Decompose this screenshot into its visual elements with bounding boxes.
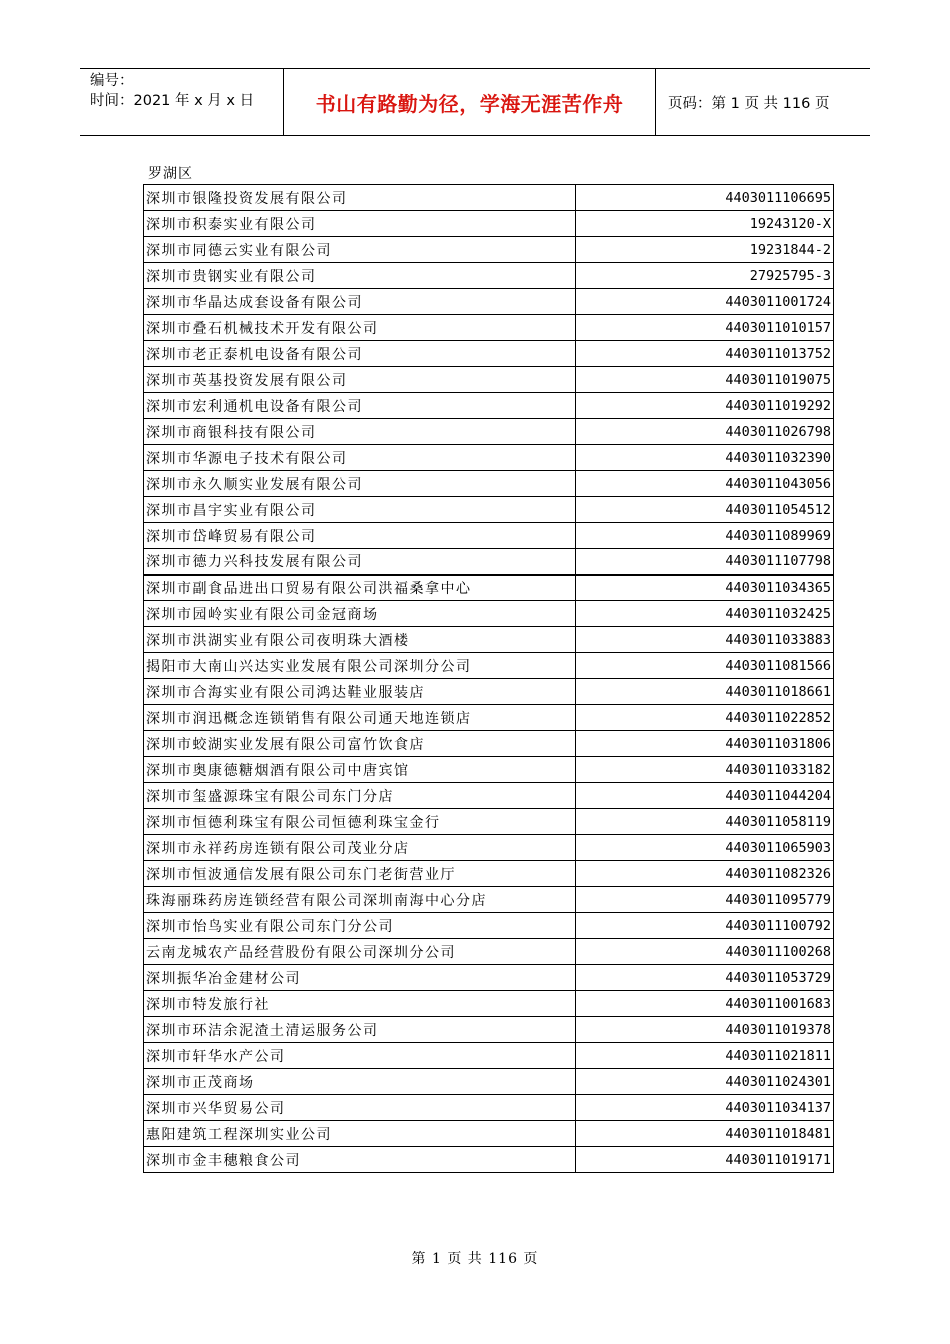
table-row — [144, 991, 834, 1017]
table-row — [144, 315, 834, 341]
page-header — [80, 68, 870, 136]
company-name: 深圳市贵钢实业有限公司 — [144, 263, 576, 289]
company-name: 深圳市银隆投资发展有限公司 — [144, 185, 576, 211]
header-motto: 书山有路勤为径，学海无涯苦作舟 — [284, 69, 656, 135]
company-name: 深圳市环洁余泥渣土清运服务公司 — [144, 1017, 576, 1043]
table-row — [144, 783, 834, 809]
company-code: 4403011019171 — [575, 1147, 833, 1173]
company-name: 深圳市合海实业有限公司鸿达鞋业服装店 — [144, 679, 576, 705]
company-code: 4403011054512 — [575, 497, 833, 523]
company-code: 4403011019075 — [575, 367, 833, 393]
table-row — [144, 705, 834, 731]
company-name: 深圳市岱峰贸易有限公司 — [144, 523, 576, 549]
company-code: 4403011018481 — [575, 1121, 833, 1147]
company-code: 4403011019378 — [575, 1017, 833, 1043]
table-row — [144, 939, 834, 965]
company-code: 4403011010157 — [575, 315, 833, 341]
table-row — [144, 887, 834, 913]
table-row — [144, 341, 834, 367]
company-code: 4403011033883 — [575, 627, 833, 653]
company-name: 深圳市德力兴科技发展有限公司 — [144, 549, 576, 575]
company-name: 深圳市润迅概念连锁销售有限公司通天地连锁店 — [144, 705, 576, 731]
table-row — [144, 549, 834, 575]
company-code: 4403011058119 — [575, 809, 833, 835]
company-name: 深圳市蛟湖实业发展有限公司富竹饮食店 — [144, 731, 576, 757]
company-code: 4403011082326 — [575, 861, 833, 887]
table-row — [144, 809, 834, 835]
table-row — [144, 1147, 834, 1173]
company-code: 4403011033182 — [575, 757, 833, 783]
company-code: 4403011100792 — [575, 913, 833, 939]
company-name: 深圳市恒德利珠宝有限公司恒德利珠宝金行 — [144, 809, 576, 835]
number-label: 编号： — [90, 73, 134, 89]
table-row — [144, 835, 834, 861]
table-row — [144, 497, 834, 523]
company-code: 4403011032425 — [575, 601, 833, 627]
company-code: 4403011022852 — [575, 705, 833, 731]
company-name: 深圳市怡鸟实业有限公司东门分公司 — [144, 913, 576, 939]
table-row — [144, 393, 834, 419]
company-name: 深圳市华晶达成套设备有限公司 — [144, 289, 576, 315]
table-row — [144, 575, 834, 601]
company-name: 深圳市玺盛源珠宝有限公司东门分店 — [144, 783, 576, 809]
table-row — [144, 1121, 834, 1147]
header-meta — [80, 69, 284, 135]
company-code: 4403011001724 — [575, 289, 833, 315]
table-row — [144, 757, 834, 783]
company-name: 深圳市商银科技有限公司 — [144, 419, 576, 445]
company-table — [143, 184, 834, 1173]
company-code: 19243120-X — [575, 211, 833, 237]
company-name: 深圳市积泰实业有限公司 — [144, 211, 576, 237]
company-name: 惠阳建筑工程深圳实业公司 — [144, 1121, 576, 1147]
table-row — [144, 861, 834, 887]
company-code: 4403011107798 — [575, 549, 833, 575]
company-code: 4403011034365 — [575, 575, 833, 601]
table-row — [144, 1017, 834, 1043]
company-name: 深圳市宏利通机电设备有限公司 — [144, 393, 576, 419]
table-row — [144, 237, 834, 263]
company-code: 4403011021811 — [575, 1043, 833, 1069]
company-code: 4403011034137 — [575, 1095, 833, 1121]
company-table-body — [144, 185, 834, 1173]
company-code: 4403011031806 — [575, 731, 833, 757]
company-code: 4403011026798 — [575, 419, 833, 445]
company-code: 4403011089969 — [575, 523, 833, 549]
table-row — [144, 211, 834, 237]
district-title: 罗湖区 — [148, 166, 193, 182]
company-name: 深圳市奥康德糖烟酒有限公司中唐宾馆 — [144, 757, 576, 783]
time-label: 时间：2021 年 x 月 x 日 — [90, 93, 255, 109]
table-row — [144, 263, 834, 289]
company-code: 27925795-3 — [575, 263, 833, 289]
company-name: 深圳市叠石机械技术开发有限公司 — [144, 315, 576, 341]
table-row — [144, 965, 834, 991]
company-code: 4403011019292 — [575, 393, 833, 419]
company-code: 4403011013752 — [575, 341, 833, 367]
header-page-info: 页码：第 1 页 共 116 页 — [668, 95, 830, 112]
table-row — [144, 419, 834, 445]
company-name: 珠海丽珠药房连锁经营有限公司深圳南海中心分店 — [144, 887, 576, 913]
table-row — [144, 679, 834, 705]
company-code: 4403011043056 — [575, 471, 833, 497]
company-name: 云南龙城农产品经营股份有限公司深圳分公司 — [144, 939, 576, 965]
company-code: 4403011095779 — [575, 887, 833, 913]
table-row — [144, 601, 834, 627]
table-row — [144, 1069, 834, 1095]
company-code: 4403011065903 — [575, 835, 833, 861]
company-code: 4403011032390 — [575, 445, 833, 471]
company-code: 4403011100268 — [575, 939, 833, 965]
table-row — [144, 367, 834, 393]
company-code: 4403011053729 — [575, 965, 833, 991]
page-footer: 第 1 页 共 116 页 — [411, 1251, 539, 1267]
company-name: 深圳市昌宇实业有限公司 — [144, 497, 576, 523]
table-row — [144, 289, 834, 315]
company-name: 深圳市同德云实业有限公司 — [144, 237, 576, 263]
table-row — [144, 627, 834, 653]
company-code: 4403011018661 — [575, 679, 833, 705]
table-row — [144, 185, 834, 211]
table-row — [144, 653, 834, 679]
company-code: 19231844-2 — [575, 237, 833, 263]
company-name: 深圳市副食品进出口贸易有限公司洪福桑拿中心 — [144, 575, 576, 601]
table-row — [144, 445, 834, 471]
company-name: 深圳市华源电子技术有限公司 — [144, 445, 576, 471]
table-row — [144, 1095, 834, 1121]
company-name: 深圳市恒波通信发展有限公司东门老街营业厅 — [144, 861, 576, 887]
company-name: 深圳市永久顺实业发展有限公司 — [144, 471, 576, 497]
company-name: 深圳市老正泰机电设备有限公司 — [144, 341, 576, 367]
company-code: 4403011024301 — [575, 1069, 833, 1095]
company-name: 深圳市兴华贸易公司 — [144, 1095, 576, 1121]
table-row — [144, 913, 834, 939]
company-name: 揭阳市大南山兴达实业发展有限公司深圳分公司 — [144, 653, 576, 679]
company-name: 深圳市永祥药房连锁有限公司茂业分店 — [144, 835, 576, 861]
company-name: 深圳市英基投资发展有限公司 — [144, 367, 576, 393]
company-code: 4403011044204 — [575, 783, 833, 809]
company-name: 深圳市正茂商场 — [144, 1069, 576, 1095]
table-row — [144, 523, 834, 549]
table-row — [144, 1043, 834, 1069]
company-code: 4403011106695 — [575, 185, 833, 211]
company-name: 深圳振华冶金建材公司 — [144, 965, 576, 991]
company-code: 4403011081566 — [575, 653, 833, 679]
table-row — [144, 471, 834, 497]
company-name: 深圳市轩华水产公司 — [144, 1043, 576, 1069]
company-code: 4403011001683 — [575, 991, 833, 1017]
company-name: 深圳市园岭实业有限公司金冠商场 — [144, 601, 576, 627]
table-row — [144, 731, 834, 757]
company-name: 深圳市金丰穗粮食公司 — [144, 1147, 576, 1173]
company-name: 深圳市洪湖实业有限公司夜明珠大酒楼 — [144, 627, 576, 653]
company-name: 深圳市特发旅行社 — [144, 991, 576, 1017]
